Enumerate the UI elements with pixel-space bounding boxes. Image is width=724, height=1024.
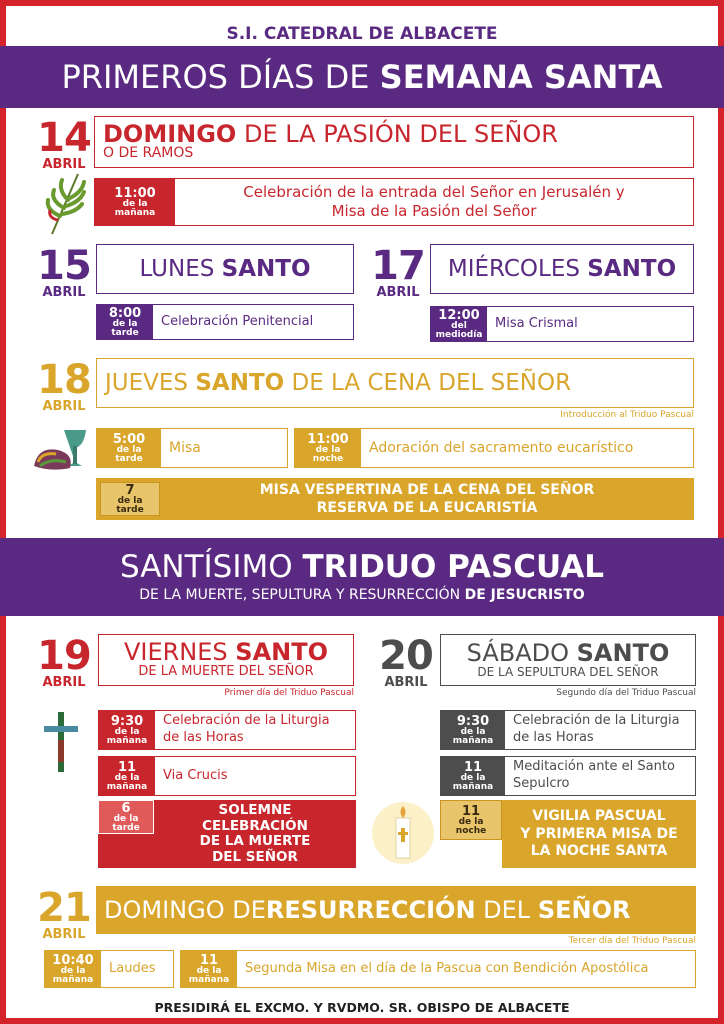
d20-event-a [440, 710, 696, 750]
date-number: 20 [379, 633, 433, 679]
d21-event-a [44, 950, 174, 988]
d20-c-text [502, 800, 696, 868]
d14-title-rest: DE LA PASIÓN DEL SEÑOR [236, 120, 558, 149]
d14-event-line1: Celebración de la entrada del Señor en Jerusalén y [243, 182, 625, 201]
time-sub1: de la [122, 198, 148, 209]
date-month: ABRIL [376, 285, 420, 300]
time-sub2: mañana [106, 781, 148, 792]
time-sub1: de la [460, 726, 486, 737]
triduo-title-b: TRIDUO PASCUAL [302, 549, 605, 585]
date-15 [34, 243, 94, 300]
triduo-band [0, 538, 724, 616]
time-sub1: del [451, 320, 467, 331]
d20-subtitle: DE LA SEPULTURA DEL SEÑOR [477, 664, 659, 679]
d21-title-b: RESURRECCIÓN [265, 896, 476, 924]
d20-b-text [505, 759, 683, 793]
d19-c-line4: DEL SEÑOR [212, 848, 298, 865]
time-sub2: tarde [115, 453, 143, 464]
d18-title-c: DE LA CENA DEL SEÑOR [284, 370, 572, 396]
time-sub2: mañana [52, 974, 94, 985]
d19-a-line1: Celebración de la Liturgia [163, 713, 330, 729]
d21-b-time [181, 951, 237, 987]
date-17 [368, 243, 428, 300]
d18-event-c [96, 478, 694, 520]
d20-note: Segundo día del Triduo Pascual [556, 688, 696, 698]
d18-title-box [96, 358, 694, 408]
d18-c-line2: RESERVA DE LA EUCARISTÍA [316, 500, 538, 516]
time-sub2: mediodía [435, 329, 483, 340]
d20-b-time [441, 757, 505, 795]
time-hour: 11 [199, 952, 219, 968]
d20-b-line1: Meditación ante el Santo [513, 759, 675, 775]
time-sub1: de la [458, 816, 484, 827]
d21-title-d: SEÑOR [537, 896, 631, 924]
date-19 [34, 633, 94, 690]
time-hour: 11 [461, 803, 481, 819]
d15-title-box [96, 244, 354, 294]
time-sub2: noche [312, 453, 344, 464]
d17-title-box [430, 244, 694, 294]
header-band [0, 46, 724, 108]
d19-title-box [98, 634, 354, 686]
d17-title-a: MIÉRCOLES [447, 256, 588, 282]
d18-c-line1: MISA VESPERTINA DE LA CENA DEL SEÑOR [259, 481, 595, 498]
d20-c-line1: VIGILIA PASCUAL [532, 808, 666, 824]
d18-note: Introducción al Triduo Pascual [560, 410, 694, 420]
time-sub1: de la [60, 965, 86, 976]
time-sub2: mañana [114, 207, 156, 218]
d21-event-b [180, 950, 696, 988]
triduo-sub-b: DE JESUCRISTO [464, 587, 585, 603]
time-sub1: de la [315, 444, 341, 455]
time-sub2: noche [455, 825, 487, 836]
time-hour: 8:00 [108, 305, 142, 321]
d19-c-text [154, 800, 356, 865]
time-hour: 9:30 [456, 713, 490, 729]
d19-a-text [155, 713, 338, 747]
d21-title-a: DOMINGO DE [104, 896, 266, 924]
d14-subtitle: O DE RAMOS [103, 145, 194, 162]
time-hour: 11:00 [114, 185, 156, 201]
d19-c-time [98, 800, 154, 834]
d19-event-b [98, 756, 356, 796]
time-sub1: de la [460, 772, 486, 783]
d19-b-time [99, 757, 155, 795]
d21-b-text: Segunda Misa en el día de la Pascua con Bendición Apostólica [245, 960, 649, 976]
d20-event-b [440, 756, 696, 796]
time-sub1: de la [116, 444, 142, 455]
d20-a-line2: de las Horas [513, 730, 594, 745]
date-month: ABRIL [42, 285, 86, 300]
d20-c-line2: Y PRIMERA MISA DE [520, 825, 678, 842]
d19-event-a [98, 710, 356, 750]
d18-a-time [97, 429, 161, 467]
header-title-a: PRIMEROS DÍAS DE [61, 58, 380, 96]
d20-title-box [440, 634, 696, 686]
date-number: 19 [37, 633, 91, 679]
time-hour: 9:30 [110, 713, 144, 729]
time-sub1: de la [114, 772, 140, 783]
d19-a-line2: de las Horas [163, 730, 244, 745]
d20-c-time [440, 800, 502, 840]
date-number: 14 [37, 115, 91, 161]
d14-event-text [175, 183, 693, 222]
date-number: 17 [371, 243, 425, 289]
time-sub1: de la [196, 965, 222, 976]
triduo-title-a: SANTÍSIMO [119, 549, 303, 585]
time-sub1: de la [113, 813, 139, 824]
d14-time [95, 179, 175, 225]
d19-b-text: Via Crucis [163, 767, 228, 783]
chalice-bread-icon [30, 426, 90, 474]
date-21 [34, 885, 94, 942]
date-month: ABRIL [42, 157, 86, 172]
d14-event-line2: Misa de la Pasión del Señor [331, 202, 537, 220]
d20-title-b: SANTO [576, 638, 670, 667]
d18-title-b: SANTO [195, 370, 285, 396]
d15-title-a: LUNES [139, 256, 222, 282]
d19-c-line1: SOLEMNE [218, 802, 292, 818]
d19-title-a: VIERNES [123, 638, 236, 667]
d19-title-b: SANTO [235, 638, 329, 667]
d18-title-a: JUEVES [105, 370, 196, 396]
time-hour: 12:00 [438, 307, 480, 323]
date-20 [376, 633, 436, 690]
d20-a-text [505, 713, 688, 747]
d21-title-box [96, 886, 696, 934]
time-hour: 11 [117, 759, 137, 775]
d20-c-line3: LA NOCHE SANTA [530, 843, 668, 859]
d17-time [431, 307, 487, 341]
date-number: 15 [37, 243, 91, 289]
d20-title-a: SÁBADO [466, 638, 577, 667]
d19-subtitle: DE LA MUERTE DEL SEÑOR [138, 664, 314, 680]
time-sub2: mañana [188, 974, 230, 985]
d15-event-text: Celebración Penitencial [161, 313, 314, 329]
d19-a-time [99, 711, 155, 749]
d19-event-c [98, 800, 356, 868]
time-sub1: de la [117, 495, 143, 506]
d21-note: Tercer día del Triduo Pascual [568, 936, 696, 946]
time-hour: 5:00 [112, 431, 146, 447]
cross-icon [42, 710, 82, 774]
date-number: 21 [37, 885, 91, 931]
d19-c-line3: DE LA MUERTE [199, 833, 311, 850]
date-month: ABRIL [42, 399, 86, 414]
d18-c-text [160, 481, 694, 517]
d18-event-a [96, 428, 288, 468]
d18-a-text: Misa [169, 439, 201, 456]
d15-title-b: SANTO [221, 256, 311, 282]
time-sub2: tarde [112, 822, 140, 833]
d20-a-time [441, 711, 505, 749]
d21-a-time [45, 951, 101, 987]
date-14 [34, 115, 94, 172]
date-month: ABRIL [42, 675, 86, 690]
d17-event-text: Misa Crismal [495, 315, 578, 331]
d18-c-time [100, 482, 160, 516]
d18-event-b [294, 428, 694, 468]
d17-event [430, 306, 694, 342]
time-sub2: tarde [111, 327, 139, 338]
date-month: ABRIL [42, 927, 86, 942]
d20-b-line2: Sepulcro [513, 776, 570, 791]
d19-note: Primer día del Triduo Pascual [224, 688, 354, 698]
paschal-candle-icon [370, 800, 436, 866]
d14-event [94, 178, 694, 226]
time-sub2: mañana [452, 735, 494, 746]
d14-title-box [94, 116, 694, 168]
time-hour: 7 [125, 482, 135, 498]
d21-a-text: Laudes [109, 960, 156, 976]
time-sub1: de la [112, 318, 138, 329]
d21-title-c: DEL [475, 896, 538, 924]
date-month: ABRIL [384, 675, 428, 690]
time-hour: 6 [121, 800, 131, 816]
org-title: S.I. CATEDRAL DE ALBACETE [226, 24, 498, 44]
d14-title-bold: DOMINGO [103, 120, 237, 149]
palm-icon [42, 170, 90, 238]
header-title-b: SEMANA SANTA [379, 58, 663, 96]
time-hour: 11 [463, 759, 483, 775]
d20-a-line1: Celebración de la Liturgia [513, 713, 680, 729]
time-sub2: tarde [116, 504, 144, 515]
time-sub2: mañana [106, 735, 148, 746]
time-hour: 10:40 [52, 952, 94, 968]
time-hour: 11:00 [307, 431, 349, 447]
d15-time [97, 305, 153, 339]
d15-event [96, 304, 354, 340]
date-number: 18 [37, 357, 91, 403]
triduo-sub-a: DE LA MUERTE, SEPULTURA Y RESURRECCIÓN [139, 587, 465, 603]
footer-text: PRESIDIRÁ EL EXCMO. Y RVDMO. SR. OBISPO DE ALBACETE [154, 1000, 570, 1015]
d19-c-line2: CELEBRACIÓN [202, 817, 308, 834]
d18-b-text: Adoración del sacramento eucarístico [369, 439, 634, 456]
time-sub1: de la [114, 726, 140, 737]
d18-b-time [295, 429, 361, 467]
date-18 [34, 357, 94, 414]
time-sub2: mañana [452, 781, 494, 792]
d17-title-b: SANTO [587, 256, 677, 282]
